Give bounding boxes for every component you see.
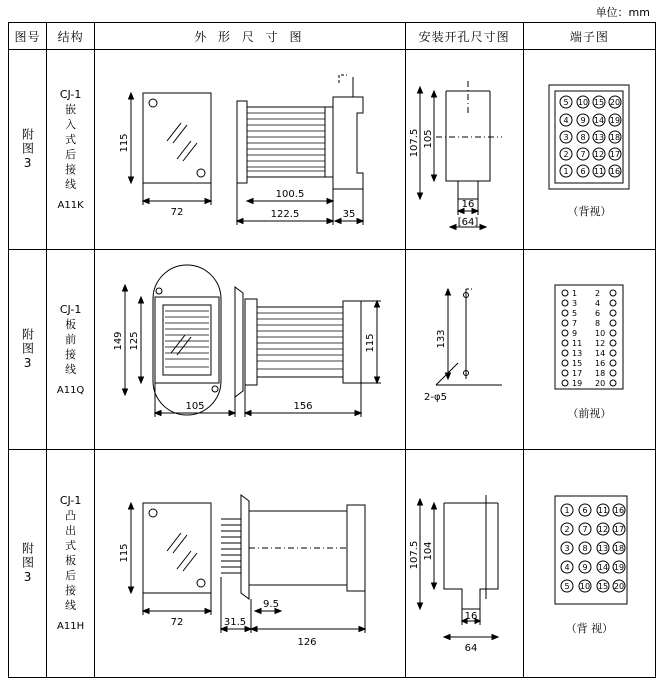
dim-149-r2: 149 [113, 330, 125, 351]
svg-text:17: 17 [572, 368, 583, 378]
svg-text:6: 6 [580, 166, 586, 176]
header-structure: 结构 [47, 23, 95, 50]
svg-text:10: 10 [580, 581, 591, 591]
dim-72-r3: 72 [170, 616, 184, 628]
svg-text:20: 20 [614, 581, 625, 591]
dim-122-5-r1: 122.5 [270, 208, 300, 220]
dim-115-r1: 115 [119, 132, 131, 153]
svg-text:14: 14 [595, 348, 606, 358]
dim-105-r2: 105 [185, 400, 205, 412]
svg-text:4: 4 [595, 298, 601, 308]
svg-text:11: 11 [598, 505, 609, 515]
mounting-drawing-2 [405, 250, 523, 450]
svg-text:19: 19 [610, 115, 621, 125]
svg-text:12: 12 [594, 149, 605, 159]
outline-drawing-3 [95, 450, 405, 678]
svg-text:19: 19 [572, 378, 583, 388]
header-figure: 图号 [9, 23, 47, 50]
dim-104-r3: 104 [422, 540, 434, 561]
svg-text:10: 10 [578, 97, 589, 107]
terminal-view-label-1: （背视） [567, 204, 612, 218]
dim-107-5-r3: 107.5 [408, 540, 420, 569]
table-row [9, 450, 656, 678]
mounting-drawing-3 [405, 450, 523, 678]
svg-text:15: 15 [594, 97, 605, 107]
dim-125-r2: 125 [129, 330, 141, 351]
svg-text:15: 15 [598, 581, 609, 591]
structure-code-1: A11K [57, 199, 84, 211]
mounting-drawing-1 [405, 50, 523, 250]
svg-text:8: 8 [580, 132, 586, 142]
svg-text:15: 15 [572, 358, 583, 368]
svg-text:20: 20 [610, 97, 621, 107]
figure-number-3: 附图3 [9, 450, 47, 678]
svg-text:9: 9 [582, 562, 588, 572]
header-outline: 外 形 尺 寸 图 [95, 23, 405, 50]
dim-64-r1: [64] [457, 216, 478, 228]
dim-35-r1: 35 [342, 208, 356, 220]
svg-text:8: 8 [582, 543, 588, 553]
svg-text:6: 6 [582, 505, 588, 515]
header-mounting: 安装开孔尺寸图 [405, 23, 523, 50]
dim-105-r1: 105 [422, 128, 434, 149]
svg-text:1: 1 [572, 288, 578, 298]
terminal-diagram-1 [523, 50, 655, 250]
structure-3: CJ-1 凸 出 式 板 后 接 线 A11H [47, 450, 95, 678]
svg-text:7: 7 [580, 149, 586, 159]
terminal-diagram-3 [523, 450, 655, 678]
figure-number-1: 附图3 [9, 50, 47, 250]
svg-text:1: 1 [564, 505, 570, 515]
svg-text:12: 12 [595, 338, 606, 348]
outline-drawing-1 [95, 50, 405, 250]
outline-drawing-2 [95, 250, 405, 450]
svg-text:17: 17 [614, 524, 625, 534]
svg-text:19: 19 [614, 562, 625, 572]
svg-text:6: 6 [595, 308, 601, 318]
structure-code-3: A11H [57, 621, 85, 632]
dim-16-r3: 16 [464, 610, 477, 622]
dim-115-r2: 115 [365, 332, 377, 353]
figure-number-2: 附图3 [9, 250, 47, 450]
svg-text:3: 3 [572, 298, 578, 308]
svg-text:13: 13 [594, 132, 605, 142]
svg-text:14: 14 [598, 562, 609, 572]
svg-text:2: 2 [563, 149, 569, 159]
dim-31-5-r3: 31.5 [223, 616, 247, 628]
structure-model: CJ-1 [59, 87, 82, 101]
svg-text:3: 3 [564, 543, 570, 553]
svg-text:7: 7 [582, 524, 588, 534]
dim-100-5-r1: 100.5 [275, 188, 305, 200]
svg-text:18: 18 [595, 368, 606, 378]
dim-126-r3: 126 [297, 636, 317, 648]
structure-model: CJ-1 [59, 494, 82, 507]
svg-text:2: 2 [564, 524, 570, 534]
svg-text:5: 5 [572, 308, 578, 318]
svg-text:8: 8 [595, 318, 601, 328]
svg-text:9: 9 [580, 115, 586, 125]
table-row [9, 50, 656, 250]
svg-text:13: 13 [598, 543, 609, 553]
structure-1: CJ-1 嵌 入 式 后 接 线 A11K [47, 50, 95, 250]
svg-text:20: 20 [595, 378, 606, 388]
svg-text:12: 12 [598, 524, 609, 534]
terminal-view-label-3: （背 视） [565, 621, 614, 635]
svg-text:4: 4 [563, 115, 569, 125]
table-header-row [9, 23, 656, 50]
svg-text:18: 18 [610, 132, 621, 142]
svg-text:14: 14 [594, 115, 605, 125]
svg-text:10: 10 [595, 328, 606, 338]
svg-text:13: 13 [572, 348, 583, 358]
svg-text:18: 18 [614, 543, 625, 553]
svg-text:4: 4 [564, 562, 570, 572]
svg-text:16: 16 [614, 505, 625, 515]
dim-115-r3: 115 [119, 542, 131, 563]
svg-text:11: 11 [572, 338, 583, 348]
dim-156-r2: 156 [293, 400, 313, 412]
table-row [9, 250, 656, 450]
dim-9-5-r3: 9.5 [263, 598, 280, 610]
structure-model: CJ-1 [59, 302, 82, 316]
dim-107-5-r1: 107.5 [408, 128, 420, 157]
terminal-diagram-2 [523, 250, 655, 450]
svg-text:7: 7 [572, 318, 578, 328]
svg-text:16: 16 [610, 166, 621, 176]
unit-note: 单位：mm [595, 6, 650, 19]
svg-text:3: 3 [563, 132, 569, 142]
dim-133-r2: 133 [435, 328, 447, 349]
svg-text:9: 9 [572, 328, 578, 338]
svg-text:2: 2 [595, 288, 601, 298]
dim-2phi5-r2: 2-φ5 [423, 391, 447, 403]
svg-text:1: 1 [563, 166, 569, 176]
svg-text:5: 5 [564, 581, 570, 591]
dim-16-r1: 16 [461, 198, 474, 210]
svg-text:11: 11 [594, 166, 605, 176]
dim-72-r1: 72 [170, 206, 184, 218]
dim-64-r3: 64 [464, 642, 477, 654]
svg-text:17: 17 [610, 149, 621, 159]
structure-code-2: A11Q [56, 384, 85, 396]
svg-text:5: 5 [563, 97, 569, 107]
spec-table [8, 22, 656, 678]
header-terminal: 端子图 [523, 23, 655, 50]
structure-2: CJ-1 板 前 接 线 A11Q [47, 250, 95, 450]
terminal-view-label-2: （前视） [567, 406, 612, 420]
svg-text:16: 16 [595, 358, 606, 368]
